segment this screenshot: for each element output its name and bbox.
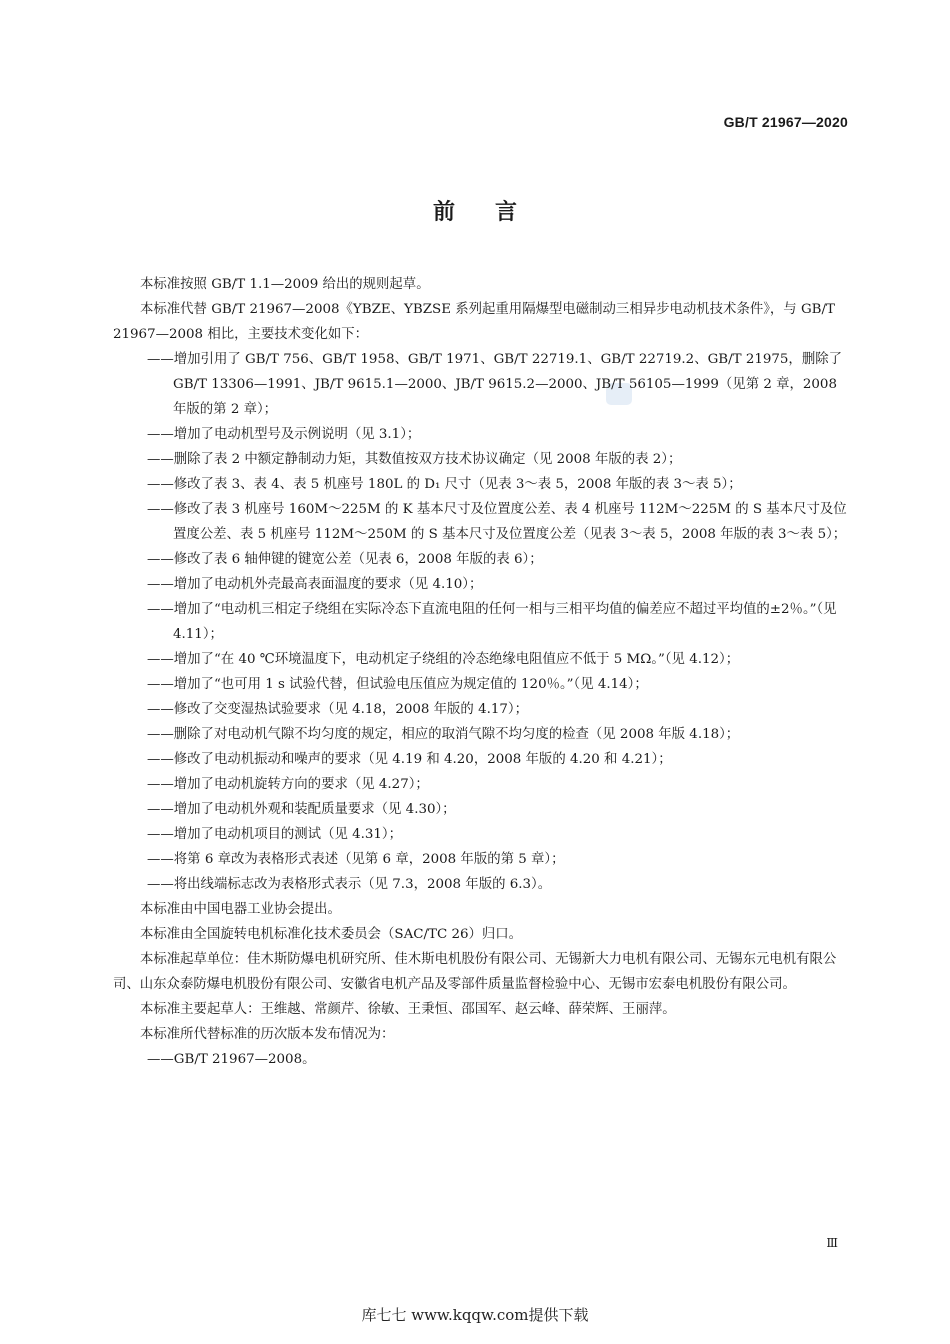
list-item: ——增加了电动机外观和装配质量要求（见 4.30）； [147, 802, 456, 817]
paragraph: 本标准按照 GB/T 1.1—2009 给出的规则起草。 [140, 277, 430, 292]
list-item: ——修改了表 6 轴伸键的键宽公差（见表 6，2008 年版的表 6）； [147, 552, 543, 567]
list-item: ——GB/T 21967—2008。 [147, 1052, 316, 1067]
paragraph: 本标准起草单位：佳木斯防爆电机研究所、佳木斯电机股份有限公司、无锡新大力电机有限公司、无锡东元电机有限公司、山东众泰防爆电机股份有限公司、安徽省电机产品及零部件质量监督检验中心、无锡市宏泰电机股份有限公司。 [113, 952, 837, 992]
list-item: ——删除了表 2 中额定静制动力矩，其数值按双方技术协议确定（见 2008 年版的表 2）； [147, 452, 682, 467]
list-item: ——修改了表 3 机座号 160M～225M 的 K 基本尺寸及位置度公差、表 4 机座号 112M～225M 的 S 基本尺寸及位置度公差、表 5 机座号 112M～250M 的 S 基本尺寸及位置度公差（见表 3～表 5，2008 年版的表 3～表 5）； [147, 502, 847, 542]
paragraph: 本标准主要起草人：王维越、常颜芹、徐敏、王秉恒、邵国军、赵云峰、薛荣辉、王丽萍。 [140, 1002, 676, 1017]
list-item: ——增加了电动机旋转方向的要求（见 4.27）； [147, 777, 429, 792]
paragraph: 本标准由全国旋转电机标准化技术委员会（SAC/TC 26）归口。 [140, 927, 523, 942]
page-number: Ⅲ [826, 1236, 838, 1250]
list-item: ——将第 6 章改为表格形式表述（见第 6 章，2008 年版的第 5 章）； [147, 852, 565, 867]
list-item: ——修改了表 3、表 4、表 5 机座号 180L 的 D₁ 尺寸（见表 3～表 5，2008 年版的表 3～表 5）； [147, 477, 742, 492]
paragraph: 本标准由中国电器工业协会提出。 [140, 902, 341, 917]
list-item: ——增加了电动机型号及示例说明（见 3.1）； [147, 427, 421, 442]
list-item: ——增加引用了 GB/T 756、GB/T 1958、GB/T 1971、GB/T 22719.1、GB/T 22719.2、GB/T 21975，删除了 GB/T 13306—1991、JB/T 9615.1—2000、JB/T 9615.2—2000、JB/T 56105—1999（见第 2 章，2008 年版的第 2 章）； [147, 352, 842, 417]
paragraph: 本标准所代替标准的历次版本发布情况为： [140, 1027, 395, 1042]
document-body [113, 272, 853, 1072]
page-title: 前言 [432, 200, 557, 225]
list-item: ——删除了对电动机气隙不均匀度的规定，相应的取消气隙不均匀度的检查（见 2008 年版 4.18）； [147, 727, 740, 742]
paragraph: 本标准代替 GB/T 21967—2008《YBZE、YBZSE 系列起重用隔爆型电磁制动三相异步电动机技术条件》，与 GB/T 21967—2008 相比，主要技术变化如下： [113, 302, 835, 342]
list-item: ——增加了“电动机三相定子绕组在实际冷态下直流电阻的任何一相与三相平均值的偏差应不超过平均值的±2％。”（见 4.11）； [147, 602, 837, 642]
list-item: ——增加了电动机项目的测试（见 4.31）； [147, 827, 403, 842]
list-item: ——修改了电动机振动和噪声的要求（见 4.19 和 4.20，2008 年版的 4.20 和 4.21）； [147, 752, 672, 767]
list-item: ——修改了交变湿热试验要求（见 4.18，2008 年版的 4.17）； [147, 702, 528, 717]
list-item: ——增加了电动机外壳最高表面温度的要求（见 4.10）； [147, 577, 483, 592]
list-item: ——增加了“也可用 1 s 试验代替，但试验电压值应为规定值的 120％。”（见 4.14）； [147, 677, 648, 692]
standard-code: GB/T 21967—2020 [723, 114, 848, 130]
list-item: ——增加了“在 40 ℃环境温度下，电动机定子绕组的冷态绝缘电阻值应不低于 5 MΩ。”（见 4.12）； [147, 652, 740, 667]
list-item: ——将出线端标志改为表格形式表示（见 7.3，2008 年版的 6.3）。 [147, 877, 552, 892]
download-footer: 库七七 www.kqqw.com提供下载 [361, 1306, 589, 1324]
